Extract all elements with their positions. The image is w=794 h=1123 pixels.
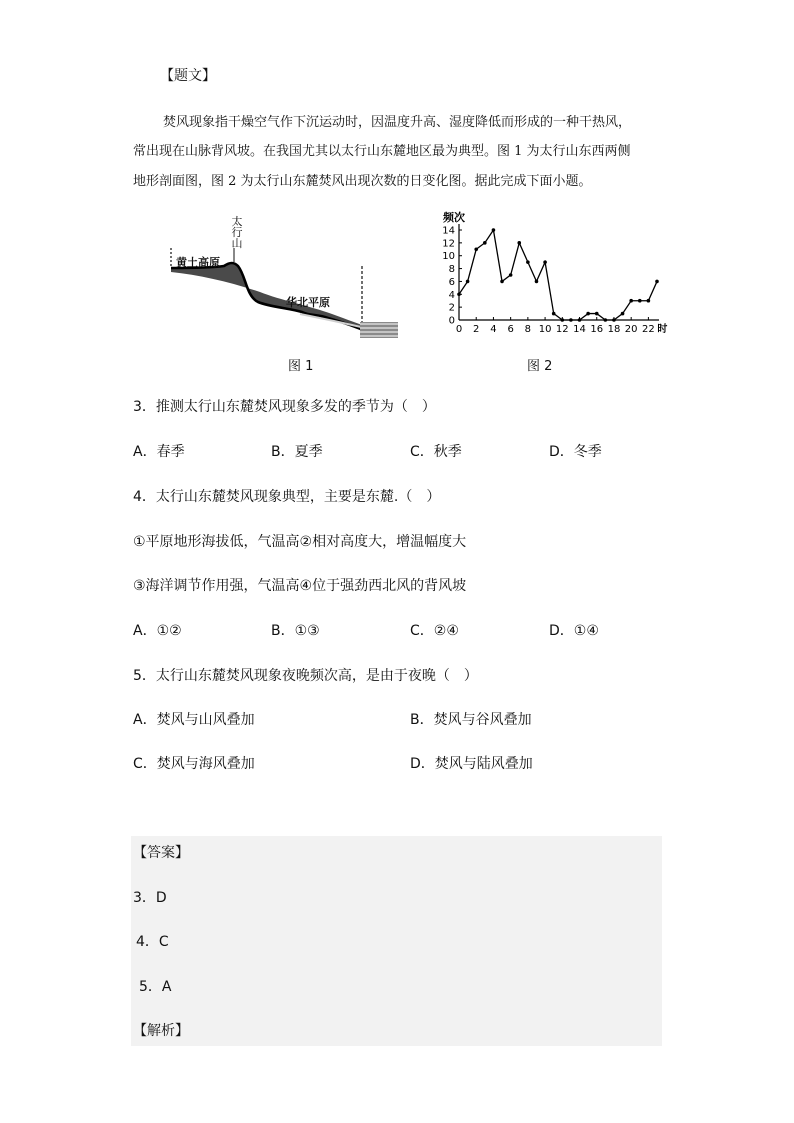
data-point [604, 318, 608, 322]
x-tick-label: 20 [624, 324, 638, 335]
y-tick-label: 14 [442, 225, 455, 237]
data-point [552, 312, 556, 316]
data-point [647, 299, 651, 303]
q4-stem: 4．太行山东麓焚风现象典型，主要是东麓.（ ） [133, 489, 441, 505]
q5-option-b[interactable]: B．焚风与谷风叠加 [410, 712, 532, 728]
answer-title: 【答案】 [133, 845, 189, 861]
data-point [509, 273, 513, 277]
data-point [474, 247, 478, 251]
data-point [586, 312, 590, 316]
q4-option-b[interactable]: B．①③ [271, 623, 320, 639]
data-point [569, 318, 573, 322]
label-taihang-char-1: 太 [231, 215, 243, 228]
q4-option-a[interactable]: A．①② [133, 623, 182, 639]
data-point [655, 280, 659, 284]
data-point [629, 299, 633, 303]
answer-5: 5．A [139, 979, 172, 995]
analysis-title: 【解析】 [133, 1023, 189, 1039]
label-taihang-char-3: 山 [231, 237, 243, 250]
y-axis-title: 频次 [443, 211, 465, 224]
q5-option-a[interactable]: A．焚风与山风叠加 [133, 712, 255, 728]
data-point [492, 228, 496, 232]
data-point [517, 241, 521, 245]
y-tick-label: 4 [448, 289, 455, 301]
y-tick-label: 0 [448, 315, 455, 327]
answer-4: 4．C [136, 934, 169, 950]
x-axis-unit: 时 [657, 324, 668, 335]
figure-1-caption: 图 1 [288, 359, 314, 374]
x-tick-label: 16 [590, 324, 604, 335]
data-point [561, 318, 565, 322]
data-point [457, 292, 461, 296]
x-tick-label: 10 [538, 324, 552, 335]
x-tick-label: 4 [490, 324, 497, 335]
label-loess-plateau: 黄土高原 [176, 256, 220, 269]
data-point [500, 280, 504, 284]
data-point [535, 280, 539, 284]
y-tick-label: 8 [448, 264, 455, 276]
x-tick-label: 2 [473, 324, 480, 335]
x-tick-label: 8 [524, 324, 532, 335]
x-tick-label: 22 [642, 324, 655, 335]
terrain-profile-graphic [160, 210, 410, 350]
passage-line-3: 地形剖面图，图 2 为太行山东麓焚风出现次数的日变化图。据此完成下面小题。 [133, 174, 592, 189]
q5-option-c[interactable]: C．焚风与海风叠加 [133, 756, 255, 772]
y-tick-label: 2 [448, 302, 455, 314]
label-taihang-char-2: 行 [231, 226, 243, 239]
label-taihang-mountain [230, 216, 244, 249]
figure-1-terrain-profile [160, 210, 410, 350]
q3-option-a[interactable]: A．春季 [133, 444, 185, 460]
x-tick-label: 0 [455, 324, 463, 335]
data-point [638, 299, 642, 303]
data-point [483, 241, 487, 245]
passage-line-1: 焚风现象指干燥空气作下沉运动时，因温度升高、湿度降低而形成的一种干热风， [163, 115, 632, 130]
passage-line-2: 常出现在山脉背风坡。在我国尤其以太行山东麓地区最为典型。图 1 为太行山东西两侧 [133, 144, 631, 159]
y-tick-label: 6 [448, 276, 455, 288]
figure-2-caption: 图 2 [527, 359, 553, 374]
q4-statement-line-2: ③海洋调节作用强，气温高④位于强劲西北风的背风坡 [133, 578, 467, 594]
data-point [621, 312, 625, 316]
q5-stem: 5．太行山东麓焚风现象夜晚频次高，是由于夜晚（ ） [133, 668, 478, 684]
x-tick-label: 12 [555, 324, 569, 335]
label-north-china-plain: 华北平原 [286, 296, 330, 309]
x-tick-label: 14 [573, 324, 586, 335]
q5-option-d[interactable]: D．焚风与陆风叠加 [410, 756, 533, 772]
data-point [578, 318, 582, 322]
q3-option-b[interactable]: B．夏季 [271, 444, 323, 460]
q3-option-d[interactable]: D．冬季 [549, 444, 602, 460]
q4-statement-line-1: ①平原地形海拔低，气温高②相对高度大，增温幅度大 [133, 534, 467, 550]
answer-3: 3．D [133, 890, 167, 906]
y-tick-label: 12 [442, 238, 455, 250]
figure-2-chart [432, 208, 672, 342]
y-tick-label: 10 [442, 251, 455, 263]
x-tick-label: 6 [507, 324, 514, 335]
data-point [612, 318, 616, 322]
x-tick-label: 18 [607, 324, 621, 335]
answer-panel [131, 836, 662, 1046]
q3-option-c[interactable]: C．秋季 [410, 444, 462, 460]
q4-option-c[interactable]: C．②④ [410, 623, 459, 639]
data-point [466, 280, 470, 284]
section-title: 【题文】 [160, 68, 216, 84]
q4-option-d[interactable]: D．①④ [549, 623, 599, 639]
q3-stem: 3．推测太行山东麓焚风现象多发的季节为（ ） [133, 399, 436, 415]
data-point [595, 312, 599, 316]
data-point [526, 260, 530, 264]
foehn-frequency-chart [432, 208, 672, 342]
data-point [543, 260, 547, 264]
series-line [459, 230, 657, 320]
